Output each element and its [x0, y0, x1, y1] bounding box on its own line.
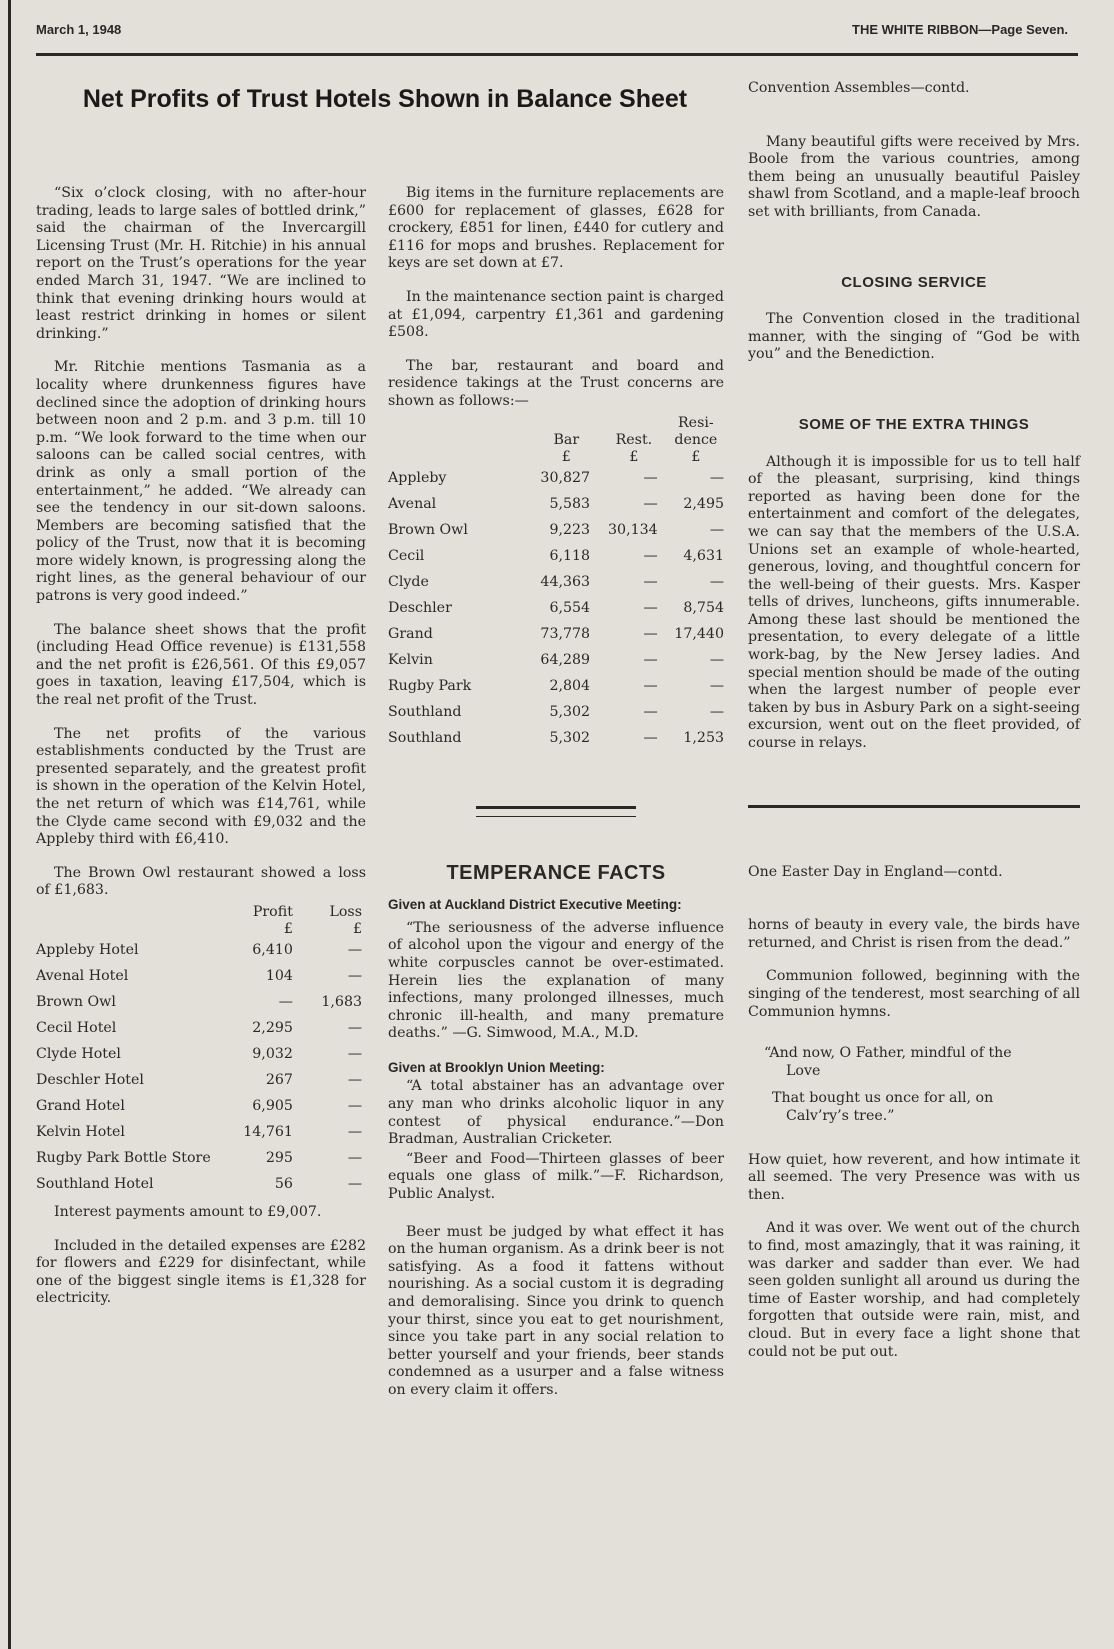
easter-paragraph: horns of beauty in every vale, the birds have returned, and Christ is risen from the dead.” [748, 917, 1080, 951]
profit-value: 9,032 [252, 1046, 293, 1063]
establishment-name [36, 1016, 227, 1042]
loss-value: — [347, 1150, 362, 1167]
article-paragraph: The net profits of the various establishments conducted by the Trust are presented separately, and the greatest profit is shown in the operation of the Kelvin Hotel, the net return of which was £14,761, while the Clyde came second with £9,032 and the Appleby third with £6,410. [36, 725, 366, 848]
establishment-name [36, 938, 227, 964]
concern-name: Southland [388, 729, 462, 746]
rest-value: — [643, 547, 658, 564]
temperance-title: TEMPERANCE FACTS [446, 861, 666, 884]
establishment-label: Avenal Hotel [36, 968, 129, 985]
bar-header: Bar £ [553, 431, 580, 465]
hymn-line: That bought us once for all, on [772, 1090, 994, 1107]
loss-value: — [347, 1124, 362, 1141]
section-divider [748, 805, 1080, 808]
hymn-line: “And now, O Father, mindful of the [764, 1045, 1012, 1062]
establishment-name [36, 1172, 227, 1198]
column-3 [748, 80, 1080, 1377]
bar-value: 5,302 [549, 729, 591, 746]
takings-row [388, 622, 724, 648]
profit-value: 56 [274, 1176, 293, 1193]
takings-row [388, 570, 724, 596]
rest-value: — [643, 495, 658, 512]
concern-name: Kelvin [388, 651, 433, 668]
establishment-name [36, 990, 227, 1016]
concern-name: Deschler [388, 599, 452, 616]
bar-value: 6,554 [549, 599, 591, 616]
loss-value: 1,683 [321, 994, 362, 1011]
column-1 [36, 185, 366, 1324]
extra-things-title: SOME OF THE EXTRA THINGS [798, 415, 1030, 433]
takings-row [388, 492, 724, 518]
establishment-label: Grand Hotel [36, 1098, 125, 1115]
takings-row [388, 544, 724, 570]
easter-paragraph: And it was over. We went out of the church to find, most amazingly, that it was raining, it was darker and sadder than ever. We had seen golden sunlight all around us during the time of Easter worship, and had completely forgotten that outside were rain, mist, and cloud. But in every face a light shone that could not be put out. [748, 1220, 1080, 1360]
rest-value: — [643, 599, 658, 616]
closing-paragraph: The Convention closed in the traditional manner, with the singing of “God be with you” and the Benediction. [748, 311, 1080, 363]
rest-value: — [643, 469, 658, 486]
profit-row [36, 990, 366, 1016]
residence-value: 1,253 [683, 729, 724, 746]
loss-value: — [347, 1176, 362, 1193]
article-paragraph: Included in the detailed expenses are £282 for flowers and £229 for disinfectant, while one of the biggest single items is £1,328 for electricity. [36, 1237, 366, 1307]
profit-row [36, 1016, 366, 1042]
concern-name: Rugby Park [388, 677, 472, 694]
loss-value: — [347, 1072, 362, 1089]
concern-name: Appleby [388, 469, 447, 486]
residence-value: 4,631 [683, 547, 724, 564]
article-paragraph: The Brown Owl restaurant showed a loss of £1,683. [36, 864, 366, 899]
closing-service-title: CLOSING SERVICE [841, 273, 987, 291]
bar-value: 73,778 [540, 625, 591, 642]
concern-name: Southland [388, 703, 462, 720]
hymn-line: Love [786, 1062, 821, 1079]
establishment-label: Cecil Hotel [36, 1020, 117, 1037]
rest-value: — [643, 729, 658, 746]
residence-value: 2,495 [683, 495, 724, 512]
profit-row [36, 1146, 366, 1172]
profit-value: 6,410 [252, 942, 293, 959]
bar-value: 2,804 [549, 677, 591, 694]
establishment-label: Brown Owl [36, 994, 116, 1011]
rest-value: — [643, 703, 658, 720]
residence-value: — [709, 573, 724, 590]
concern-name: Clyde [388, 573, 429, 590]
profit-value: — [278, 994, 293, 1011]
loss-value: — [347, 968, 362, 985]
rest-value: — [643, 651, 658, 668]
residence-value: — [709, 651, 724, 668]
bar-value: 9,223 [549, 521, 591, 538]
bar-value: 30,827 [540, 469, 591, 486]
article-paragraph: Interest payments amount to £9,007. [54, 1203, 322, 1220]
takings-row [388, 726, 724, 752]
rest-value: — [643, 677, 658, 694]
concern-name: Avenal [388, 495, 437, 512]
profit-header: Profit £ [252, 903, 293, 937]
bar-value: 5,302 [549, 703, 591, 720]
profit-row [36, 964, 366, 990]
establishment-name [36, 1120, 227, 1146]
establishment-label: Southland Hotel [36, 1176, 154, 1193]
hymn-line: Calv’ry’s tree.” [786, 1107, 895, 1124]
profit-value: 14,761 [243, 1124, 293, 1141]
establishment-name [36, 1146, 227, 1172]
takings-table [388, 415, 724, 752]
loss-value: — [347, 942, 362, 959]
takings-row [388, 596, 724, 622]
takings-row [388, 466, 724, 492]
loss-value: — [347, 1020, 362, 1037]
gifts-paragraph: Many beautiful gifts were received by Mrs. Boole from the various countries, among them being an unusually beautiful Paisley shawl from Scotland, and a maple-leaf brooch set with brilliants, from Canada. [748, 133, 1080, 220]
loss-value: — [347, 1098, 362, 1115]
temperance-subhead-2: Given at Brooklyn Union Meeting: [388, 1059, 605, 1075]
article-paragraph: In the maintenance section paint is charged at £1,094, carpentry £1,361 and gardening £508. [388, 288, 724, 341]
bar-value: 6,118 [549, 547, 591, 564]
establishment-label: Kelvin Hotel [36, 1124, 125, 1141]
temperance-body: Beer must be judged by what effect it has on the human organism. As a drink beer is not satisfying. As a food it fattens without nourishing. As a social custom it is degrading and demoralising. Since you drink to quench your thirst, since you eat to get nourishment, since you take part in any social relation to better yourself and your friends, beer stands condemned as a usurper and a false witness on every claim it offers. [388, 1223, 724, 1398]
temperance-subhead-1: Given at Auckland District Executive Meeting: [388, 897, 682, 913]
residence-header: Resi- dence £ [674, 414, 718, 465]
bar-value: 44,363 [540, 573, 591, 590]
profit-value: 2,295 [252, 1020, 293, 1037]
rest-value: — [643, 573, 658, 590]
easter-paragraph: How quiet, how reverent, and how intimate it all seemed. The very Presence was with us then. [748, 1151, 1080, 1203]
column-2 [388, 185, 724, 1416]
rest-header: Rest. £ [615, 431, 653, 465]
concern-name: Brown Owl [388, 521, 468, 538]
residence-value: 17,440 [674, 625, 724, 642]
section-divider [476, 806, 636, 817]
issue-date: March 1, 1948 [36, 22, 122, 37]
hymn-verse [764, 1045, 1080, 1080]
profit-row [36, 1120, 366, 1146]
rest-value: 30,134 [608, 521, 658, 538]
extra-paragraph: Although it is impossible for us to tell half of the pleasant, surprising, kind things reported as having been done for the entertainment and comfort of the delegates, we can say that the members of the U.S.A. Unions set an example of whole-hearted, generous, loving, and thoughtful concern for the well-being of their guests. Mrs. Kasper tells of drives, luncheons, gifts innumerable. Among these last should be mentioned the presentation, to every delegate of a little work-bag, by the New Jersey ladies. And special mention should be made of the outing when the largest number of people ever taken by bus in Asbury Park on a sight-seeing excursion, went out on the fleet provided, of course in relays. [748, 453, 1080, 752]
header-rule [36, 53, 1078, 56]
residence-value: — [709, 469, 724, 486]
easter-paragraph: Communion followed, beginning with the singing of the tenderest, most searching of all Communion hymns. [748, 968, 1080, 1020]
profit-value: 267 [265, 1072, 293, 1089]
continued-line: Convention Assembles—contd. [748, 80, 970, 96]
article-paragraph: The balance sheet shows that the profit (including Head Office revenue) is £131,558 and the net profit is £26,561. Of this £9,057 goes in taxation, leaving £17,504, which is the real net profit of the Trust. [36, 621, 366, 709]
takings-row [388, 648, 724, 674]
page-header [36, 22, 1078, 46]
bar-value: 5,583 [549, 495, 591, 512]
establishment-name [36, 1068, 227, 1094]
left-margin-rule [8, 0, 11, 1649]
profit-row [36, 1094, 366, 1120]
takings-row [388, 518, 724, 544]
article-paragraph: Mr. Ritchie mentions Tasmania as a locality where drunkenness figures have declined since the adoption of drinking hours between noon and 2 p.m. and 3 p.m. till 10 p.m. “We look forward to the time when our saloons can be called social centres, with drink as only a small portion of the entertainment,” he added. “We already can see the tendency in our sit-down saloons. Members are becoming satisfied that the policy of the Trust, now that it is becoming more widely known, is progressing along the right lines, as the general behaviour of our patrons is very good indeed.” [36, 359, 366, 605]
establishment-name [36, 1042, 227, 1068]
establishment-label: Appleby Hotel [36, 942, 139, 959]
profit-value: 6,905 [252, 1098, 293, 1115]
residence-value: — [709, 677, 724, 694]
concern-name: Cecil [388, 547, 425, 564]
profit-loss-table [36, 904, 366, 1198]
profit-row [36, 1172, 366, 1198]
article-headline: Net Profits of Trust Hotels Shown in Balance Sheet [82, 85, 688, 113]
establishment-name [36, 1094, 227, 1120]
takings-row [388, 700, 724, 726]
profit-row [36, 1068, 366, 1094]
concern-name: Grand [388, 625, 433, 642]
running-head: THE WHITE RIBBON—Page Seven. [852, 22, 1068, 37]
residence-value: — [709, 521, 724, 538]
temperance-quote: “Beer and Food—Thirteen glasses of beer equals one glass of milk.”—F. Richardson, Public Analyst. [388, 1150, 724, 1203]
temperance-quote: “The seriousness of the adverse influence of alcohol upon the vigour and energy of the white corpuscles cannot be over-estimated. Herein lies the explanation of many infections, many prolonged illnesses, much chronic ill-health, and many premature deaths.” —G. Simwood, M.A., M.D. [388, 919, 724, 1042]
establishment-label: Clyde Hotel [36, 1046, 121, 1063]
rest-value: — [643, 625, 658, 642]
profit-value: 104 [265, 968, 293, 985]
article-paragraph: The bar, restaurant and board and residence takings at the Trust concerns are shown as follows:— [388, 357, 724, 409]
article-paragraph: “Six o’clock closing, with no after-hour trading, leads to large sales of bottled drink,” said the chairman of the Invercargill Licensing Trust (Mr. H. Ritchie) in his annual report on the Trust’s operations for the year ended March 31, 1947. “We are inclined to think that evening drinking hours would at least restrict drinking in homes or silent drinking.” [36, 185, 366, 342]
establishment-label: Rugby Park Bottle Store [36, 1150, 211, 1167]
article-paragraph: Big items in the furniture replacements are £600 for replacement of glasses, £628 for crockery, £851 for linen, £440 for cutlery and £116 for mops and brushes. Replacement for keys are set down at £7. [388, 185, 724, 272]
loss-header: Loss £ [329, 903, 362, 937]
profit-row [36, 938, 366, 964]
temperance-quote: “A total abstainer has an advantage over any man who drinks alcoholic liquor in any contest of physical endurance.”—Don Bradman, Australian Cricketer. [388, 1078, 724, 1148]
establishment-name [36, 964, 227, 990]
continued-line: One Easter Day in England—contd. [748, 863, 1003, 880]
loss-value: — [347, 1046, 362, 1063]
residence-value: — [709, 703, 724, 720]
hymn-verse [764, 1090, 1080, 1125]
profit-value: 295 [265, 1150, 293, 1167]
establishment-label: Deschler Hotel [36, 1072, 144, 1089]
profit-row [36, 1042, 366, 1068]
bar-value: 64,289 [540, 651, 591, 668]
takings-row [388, 674, 724, 700]
residence-value: 8,754 [683, 599, 724, 616]
